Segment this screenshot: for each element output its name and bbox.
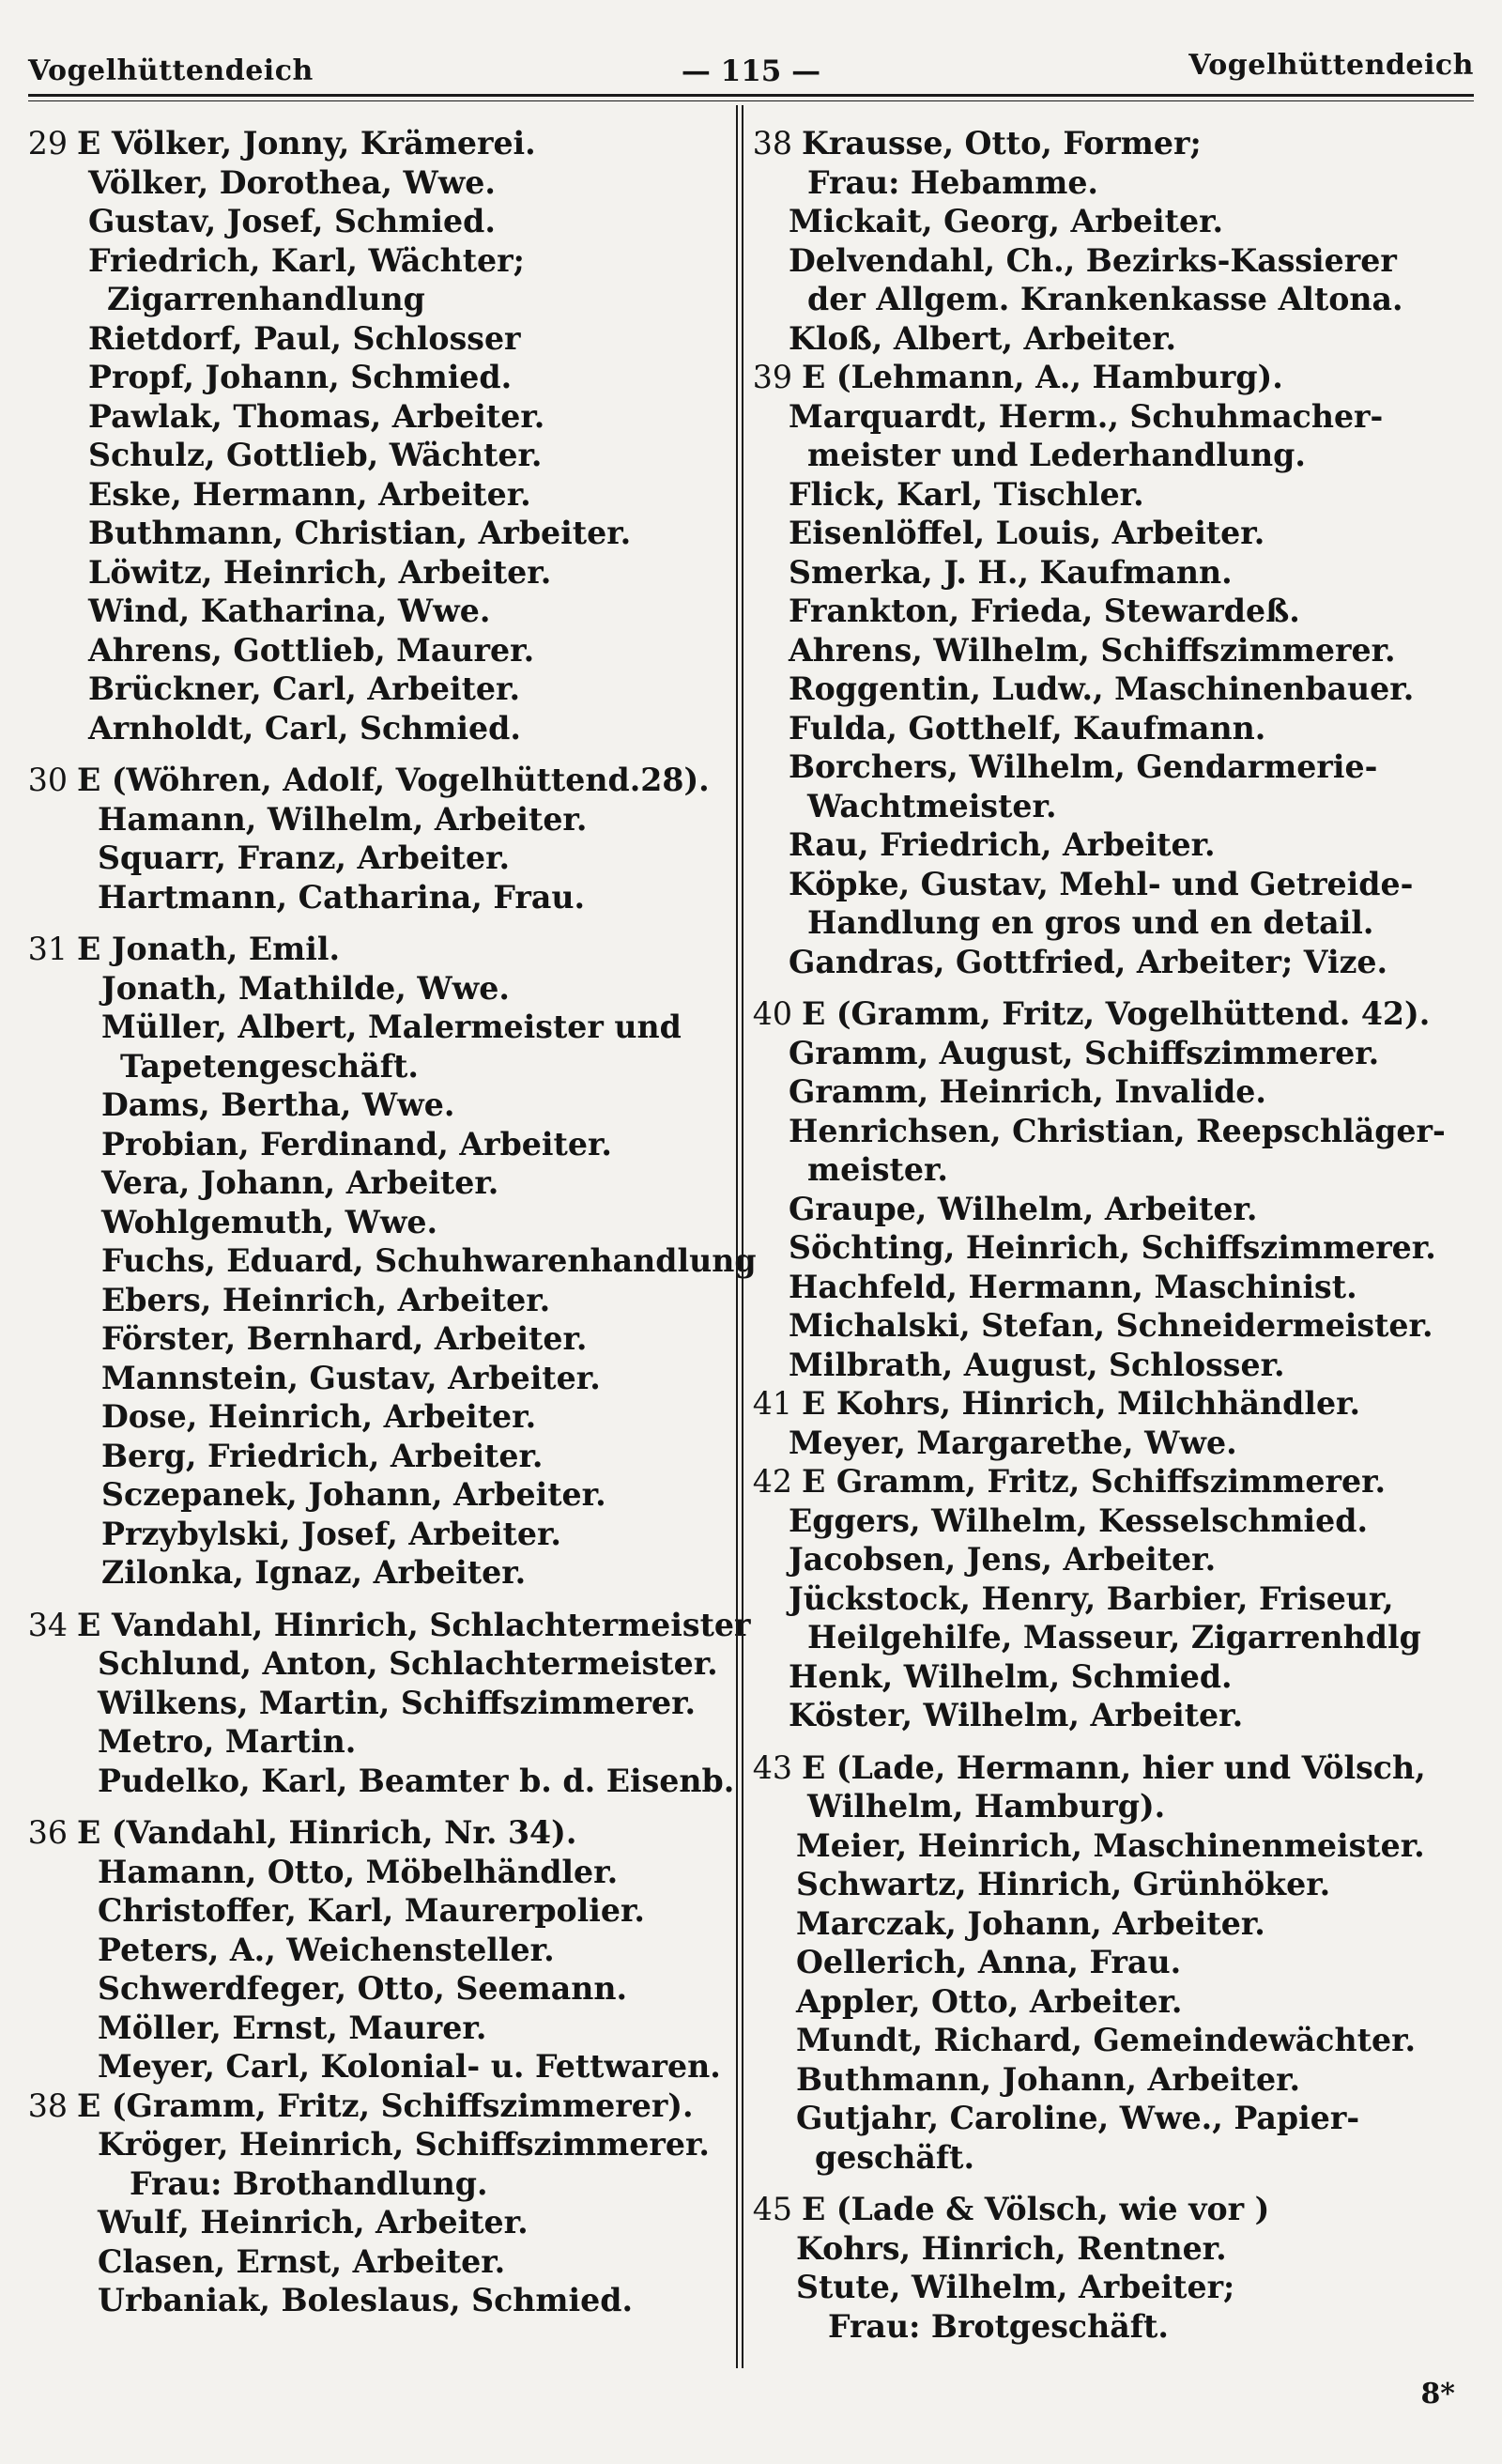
entry-text: E Vandahl, Hinrich, Schlachtermeister	[77, 1606, 751, 1643]
entry-text: geschäft.	[815, 2138, 975, 2176]
resident-line	[751, 865, 1474, 904]
entry-text: Meyer, Carl, Kolonial- u. Fettwaren.	[98, 2048, 721, 2085]
entry-text: Gutjahr, Caroline, Wwe., Papier-	[796, 2100, 1360, 2136]
resident-line	[26, 878, 732, 917]
resident-line	[26, 2242, 732, 2282]
entry-text: Hamann, Otto, Möbelhändler.	[98, 1853, 619, 1890]
entry-text: Sczepanek, Johann, Arbeiter.	[101, 1476, 606, 1513]
resident-line	[26, 631, 732, 670]
header-rule-thick	[28, 94, 1474, 97]
entry-text: Meyer, Margarethe, Wwe.	[789, 1424, 1237, 1461]
entry-text: Propf, Johann, Schmied.	[88, 359, 513, 395]
resident-line	[26, 1515, 732, 1554]
house-entry	[26, 1606, 751, 1645]
entry-text: Frau: Brothandlung.	[130, 2164, 488, 2202]
entry-text: Vera, Johann, Arbeiter.	[101, 1164, 499, 1201]
running-head-left: Vogelhüttendeich	[28, 54, 314, 87]
entry-text: Friedrich, Karl, Wächter;	[88, 241, 525, 279]
entry-text: E (Wöhren, Adolf, Vogelhüttend.28).	[77, 762, 710, 798]
entry-text: Fulda, Gotthelf, Kaufmann.	[789, 709, 1266, 747]
resident-line	[751, 1150, 1474, 1190]
entry-text: Hachfeld, Hermann, Maschinist.	[789, 1268, 1357, 1305]
resident-line	[26, 1397, 732, 1437]
resident-line	[26, 2281, 732, 2320]
resident-line	[26, 1086, 732, 1125]
running-head-right: Vogelhüttendeich	[1188, 49, 1474, 82]
resident-line	[751, 1618, 1474, 1657]
house-entry	[751, 1462, 1474, 1502]
resident-line	[26, 319, 732, 359]
resident-line	[751, 163, 1474, 203]
resident-line	[26, 202, 732, 241]
resident-line	[751, 1696, 1474, 1735]
entry-text: E (Lehmann, A., Hamburg).	[802, 359, 1283, 395]
resident-line	[26, 280, 732, 319]
entry-text: Kloß, Albert, Arbeiter.	[789, 319, 1177, 357]
resident-line	[751, 825, 1474, 865]
entry-text: Schwartz, Hinrich, Grünhöker.	[796, 1866, 1331, 1902]
entry-text: E (Gramm, Fritz, Vogelhüttend. 42).	[802, 995, 1431, 1032]
resident-line	[751, 1826, 1474, 1866]
entry-text: Pudelko, Karl, Beamter b. d. Eisenb.	[98, 1762, 735, 1799]
entry-text: Ahrens, Gottlieb, Maurer.	[88, 631, 535, 669]
resident-line	[26, 1931, 732, 1970]
entry-text: Heilgehilfe, Masseur, Zigarrenhdlg	[807, 1619, 1421, 1656]
entry-text: Kröger, Heinrich, Schiffszimmerer.	[98, 2126, 710, 2163]
entry-text: Eggers, Wilhelm, Kesselschmied.	[789, 1502, 1369, 1539]
resident-line	[751, 787, 1474, 826]
entry-text: Rietdorf, Paul, Schlosser	[88, 319, 521, 357]
resident-line	[751, 319, 1474, 359]
resident-line	[26, 1163, 732, 1203]
house-number: 31	[27, 931, 68, 967]
entry-text: Zigarrenhandlung	[107, 281, 425, 317]
resident-line	[26, 592, 732, 631]
resident-line	[751, 1228, 1474, 1268]
entry-text: meister.	[807, 1151, 948, 1188]
entry-text: Stute, Wilhelm, Arbeiter;	[796, 2269, 1235, 2305]
resident-line	[26, 1125, 732, 1164]
signature-mark: 8*	[1420, 2378, 1455, 2410]
resident-line	[751, 553, 1474, 593]
resident-line	[751, 436, 1474, 475]
entry-text: Jacobsen, Jens, Arbeiter.	[789, 1541, 1217, 1578]
house-number: 39	[752, 359, 792, 395]
entry-text: Michalski, Stefan, Schneidermeister.	[789, 1307, 1433, 1344]
entry-text: Oellerich, Anna, Frau.	[796, 1944, 1182, 1980]
entry-text: Möller, Ernst, Maurer.	[98, 2009, 487, 2046]
house-number: 34	[27, 1606, 68, 1643]
entry-text: Völker, Dorothea, Wwe.	[88, 163, 496, 201]
entry-text: Frankton, Frieda, Stewardeß.	[789, 593, 1300, 629]
page-number: — 115 —	[681, 54, 821, 88]
resident-line	[26, 1722, 732, 1762]
column-divider	[736, 105, 738, 2368]
resident-line	[26, 670, 732, 709]
entry-text: Borchers, Wilhelm, Gendarmerie-	[789, 748, 1378, 785]
house-number: 41	[752, 1385, 792, 1422]
resident-line	[26, 1644, 732, 1684]
resident-line	[26, 1475, 732, 1515]
resident-line	[26, 1047, 732, 1086]
resident-line	[26, 163, 732, 203]
resident-line	[751, 631, 1474, 670]
house-number: 36	[27, 1814, 68, 1851]
entry-text: E (Lade, Hermann, hier und Völsch,	[802, 1748, 1426, 1786]
entry-text: E Jonath, Emil.	[77, 931, 341, 967]
resident-line	[751, 1787, 1474, 1826]
entry-text: Probian, Ferdinand, Arbeiter.	[101, 1125, 612, 1163]
entry-text: Henk, Wilhelm, Schmied.	[789, 1657, 1233, 1695]
entry-text: Schulz, Gottlieb, Wächter.	[88, 437, 543, 473]
house-number: 38	[27, 2087, 68, 2124]
house-entry	[26, 761, 732, 800]
entry-text: Arnholdt, Carl, Schmied.	[88, 709, 521, 747]
resident-line	[751, 1268, 1474, 1307]
resident-line	[26, 1853, 732, 1892]
entry-text: E (Vandahl, Hinrich, Nr. 34).	[77, 1814, 577, 1851]
entry-text: Tapetengeschäft.	[120, 1047, 419, 1085]
resident-line	[26, 1203, 732, 1242]
entry-text: Gramm, Heinrich, Invalide.	[789, 1073, 1266, 1110]
resident-line	[751, 1904, 1474, 1944]
resident-line	[26, 241, 732, 281]
resident-line	[26, 1553, 732, 1593]
entry-text: Köster, Wilhelm, Arbeiter.	[789, 1697, 1244, 1733]
header-rule-thin	[28, 100, 1474, 101]
resident-line	[751, 280, 1474, 319]
entry-text: Ebers, Heinrich, Arbeiter.	[101, 1281, 551, 1318]
entry-text: Gustav, Josef, Schmied.	[88, 203, 496, 239]
entry-text: E (Lade & Völsch, wie vor )	[802, 2191, 1270, 2227]
entry-text: Schlund, Anton, Schlachtermeister.	[98, 1645, 718, 1682]
entry-text: Smerka, J. H., Kaufmann.	[789, 553, 1233, 591]
entry-text: E Völker, Jonny, Krämerei.	[77, 125, 536, 162]
resident-line	[26, 2009, 732, 2048]
entry-text: Buthmann, Christian, Arbeiter.	[88, 515, 632, 551]
entry-text: Delvendahl, Ch., Bezirks-Kassierer	[789, 241, 1397, 279]
entry-text: Krausse, Otto, Former;	[802, 125, 1202, 162]
entry-text: Ahrens, Wilhelm, Schiffszimmerer.	[789, 631, 1396, 669]
resident-line	[751, 1424, 1474, 1463]
house-entry	[26, 1813, 732, 1853]
resident-line	[751, 1943, 1474, 1982]
entry-text: Wulf, Heinrich, Arbeiter.	[98, 2204, 529, 2241]
entry-text: Mundt, Richard, Gemeindewächter.	[796, 2022, 1417, 2058]
resident-line	[751, 1346, 1474, 1385]
resident-line	[751, 747, 1474, 787]
entry-text: Dose, Heinrich, Arbeiter.	[101, 1398, 537, 1435]
entry-text: Eske, Hermann, Arbeiter.	[88, 475, 531, 513]
entry-text: Rau, Friedrich, Arbeiter.	[789, 826, 1216, 863]
resident-line	[751, 2099, 1474, 2138]
house-number: 43	[752, 1748, 792, 1786]
entry-text: Gandras, Gottfried, Arbeiter; Vize.	[789, 943, 1388, 980]
house-number: 29	[27, 125, 68, 162]
house-number: 38	[752, 125, 792, 162]
entry-text: Hartmann, Catharina, Frau.	[98, 878, 586, 916]
resident-line	[751, 2138, 1474, 2178]
entry-text: Gramm, August, Schiffszimmerer.	[789, 1034, 1380, 1071]
entry-text: Löwitz, Heinrich, Arbeiter.	[88, 553, 552, 591]
entry-text: Squarr, Franz, Arbeiter.	[98, 839, 511, 876]
entry-text: Kohrs, Hinrich, Rentner.	[796, 2229, 1227, 2267]
left-column	[26, 124, 757, 2320]
resident-line	[26, 553, 732, 593]
resident-line	[751, 1072, 1474, 1112]
entry-text: Mickait, Georg, Arbeiter.	[789, 203, 1224, 239]
resident-line	[26, 514, 732, 553]
resident-line	[751, 1034, 1474, 1073]
entry-text: Wilkens, Martin, Schiffszimmerer.	[98, 1684, 697, 1721]
resident-line	[26, 1008, 732, 1047]
resident-line	[26, 1437, 732, 1476]
resident-line	[26, 1891, 732, 1931]
entry-text: Jonath, Mathilde, Wwe.	[101, 969, 510, 1007]
resident-line	[751, 709, 1474, 748]
entry-text: Wachtmeister.	[807, 787, 1057, 824]
entry-text: Schwerdfeger, Otto, Seemann.	[98, 1970, 628, 2007]
entry-text: Müller, Albert, Malermeister und	[101, 1009, 682, 1045]
resident-line	[26, 475, 732, 515]
resident-line	[751, 1190, 1474, 1229]
resident-line	[751, 2307, 1474, 2347]
entry-text: Roggentin, Ludw., Maschinenbauer.	[789, 670, 1415, 707]
entry-text: Zilonka, Ignaz, Arbeiter.	[101, 1554, 527, 1591]
entry-text: Christoffer, Karl, Maurerpolier.	[98, 1892, 645, 1929]
resident-line	[751, 943, 1474, 982]
house-entry	[751, 358, 1474, 397]
entry-text: Przybylski, Josef, Arbeiter.	[101, 1515, 561, 1552]
entry-text: Urbaniak, Boleslaus, Schmied.	[98, 2282, 634, 2318]
house-entry	[751, 124, 1474, 163]
resident-line	[26, 436, 732, 475]
resident-line	[751, 2268, 1474, 2307]
resident-line	[751, 241, 1474, 281]
house-entry	[751, 994, 1474, 1034]
entry-text: Fuchs, Eduard, Schuhwarenhandlung	[101, 1242, 757, 1279]
page-header	[28, 49, 1474, 96]
entry-text: Berg, Friedrich, Arbeiter.	[101, 1437, 544, 1474]
entry-text: Brückner, Carl, Arbeiter.	[88, 670, 521, 707]
resident-line	[751, 1982, 1474, 2022]
entry-text: Peters, A., Weichensteller.	[98, 1931, 555, 1968]
resident-line	[751, 2021, 1474, 2060]
entry-text: Förster, Bernhard, Arbeiter.	[101, 1320, 588, 1357]
house-number: 40	[752, 995, 792, 1032]
resident-line	[26, 2203, 732, 2242]
resident-line	[26, 1319, 732, 1359]
entry-text: Graupe, Wilhelm, Arbeiter.	[789, 1190, 1258, 1227]
resident-line	[26, 969, 732, 1009]
resident-line	[26, 800, 732, 839]
entry-text: E Kohrs, Hinrich, Milchhändler.	[802, 1385, 1361, 1422]
house-number: 42	[752, 1463, 792, 1500]
resident-line	[26, 397, 732, 437]
entry-text: Hamann, Wilhelm, Arbeiter.	[98, 800, 588, 838]
house-number: 45	[752, 2191, 792, 2227]
resident-line	[751, 202, 1474, 241]
resident-line	[26, 1762, 735, 1801]
resident-line	[26, 2164, 732, 2204]
resident-line	[751, 592, 1474, 631]
entry-text: Köpke, Gustav, Mehl- und Getreide-	[789, 865, 1414, 902]
entry-text: Wind, Katharina, Wwe.	[88, 593, 491, 629]
resident-line	[26, 709, 732, 748]
entry-text: Appler, Otto, Arbeiter.	[796, 1982, 1183, 2020]
resident-line	[751, 475, 1474, 515]
resident-line	[26, 839, 732, 878]
resident-line	[751, 2229, 1474, 2269]
resident-line	[751, 397, 1474, 437]
entry-text: meister und Lederhandlung.	[807, 437, 1306, 473]
entry-text: E (Gramm, Fritz, Schiffszimmerer).	[77, 2087, 694, 2124]
resident-line	[26, 2125, 732, 2164]
house-entry	[751, 1748, 1474, 1788]
resident-line	[751, 514, 1474, 553]
entry-text: Metro, Martin.	[98, 1723, 357, 1760]
entry-text: Dams, Bertha, Wwe.	[101, 1086, 455, 1123]
house-number: 30	[27, 762, 68, 798]
entry-text: Meier, Heinrich, Maschinenmeister.	[796, 1826, 1425, 1864]
resident-line	[26, 1969, 732, 2009]
right-column	[751, 124, 1474, 2346]
resident-line	[751, 903, 1474, 943]
resident-line	[751, 1579, 1474, 1619]
entry-text: Milbrath, August, Schlosser.	[789, 1346, 1285, 1383]
house-entry	[751, 1384, 1474, 1424]
entry-text: Marczak, Johann, Arbeiter.	[796, 1904, 1265, 1942]
entry-text: Frau: Hebamme.	[807, 163, 1098, 201]
entry-text: Clasen, Ernst, Arbeiter.	[98, 2242, 506, 2280]
resident-line	[751, 1540, 1474, 1579]
entry-text: Wohlgemuth, Wwe.	[101, 1203, 438, 1240]
resident-line	[751, 1112, 1474, 1151]
resident-line	[751, 670, 1474, 709]
house-entry	[751, 2190, 1474, 2229]
entry-text: Handlung en gros und en detail.	[807, 904, 1374, 941]
entry-text: Buthmann, Johann, Arbeiter.	[796, 2060, 1301, 2098]
entry-text: Mannstein, Gustav, Arbeiter.	[101, 1359, 601, 1396]
column-divider	[742, 105, 743, 2368]
resident-line	[751, 2060, 1474, 2100]
resident-line	[26, 1281, 732, 1320]
entry-text: Flick, Karl, Tischler.	[789, 475, 1144, 513]
resident-line	[751, 1865, 1474, 1904]
house-entry	[26, 930, 732, 969]
entry-text: Wilhelm, Hamburg).	[807, 1788, 1166, 1825]
resident-line	[26, 1359, 732, 1398]
resident-line	[26, 2047, 732, 2087]
resident-line	[26, 358, 732, 397]
resident-line	[751, 1306, 1474, 1346]
resident-line	[751, 1657, 1474, 1697]
entry-text: Frau: Brotgeschäft.	[828, 2307, 1169, 2345]
entry-text: Eisenlöffel, Louis, Arbeiter.	[789, 515, 1265, 551]
house-entry	[26, 2087, 732, 2126]
entry-text: der Allgem. Krankenkasse Altona.	[807, 281, 1403, 317]
entry-text: E Gramm, Fritz, Schiffszimmerer.	[802, 1463, 1387, 1500]
resident-line	[751, 1502, 1474, 1541]
entry-text: Pawlak, Thomas, Arbeiter.	[88, 397, 545, 435]
resident-line	[26, 1241, 757, 1281]
entry-text: Söchting, Heinrich, Schiffszimmerer.	[789, 1229, 1436, 1266]
entry-text: Jückstock, Henry, Barbier, Friseur,	[789, 1579, 1394, 1617]
resident-line	[26, 1684, 732, 1723]
house-entry	[26, 124, 732, 163]
entry-text: Henrichsen, Christian, Reepschläger-	[789, 1112, 1446, 1149]
entry-text: Marquardt, Herm., Schuhmacher-	[789, 397, 1384, 435]
